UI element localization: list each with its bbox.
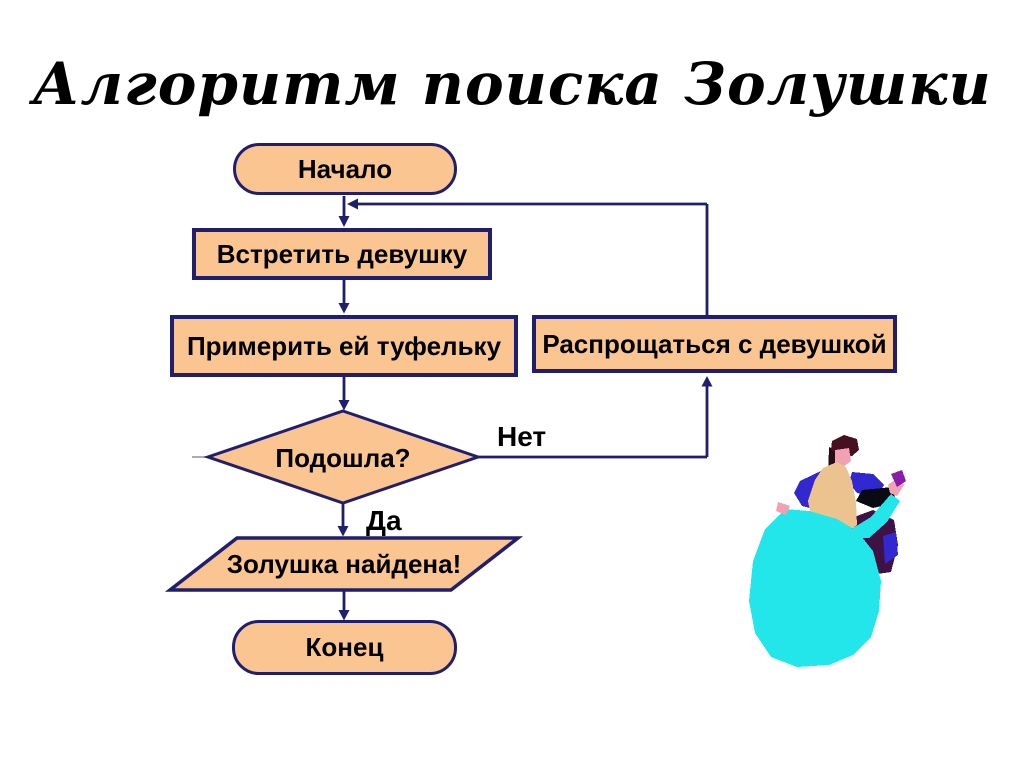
edge-decision-yes (338, 503, 349, 537)
flow-node-meet-girl-label: Встретить девушку (216, 238, 468, 269)
dancer-coat-blue-patch (883, 532, 898, 564)
flow-node-start-label: Начало (297, 153, 393, 184)
edge-label-no: Нет (497, 421, 547, 452)
edge-try-to-decision (339, 377, 350, 411)
page-title: Алгоритм поиска Золушки (32, 50, 992, 118)
flow-node-end-label: Конец (305, 632, 384, 662)
edge-label-yes: Да (366, 505, 402, 536)
flow-node-say-goodbye-label: Распрощаться с девушкой (542, 328, 887, 359)
flow-node-end (232, 620, 457, 675)
edge-start-to-meet (339, 196, 350, 227)
flow-node-decision-label: Подошла? (275, 443, 411, 473)
edge-meet-to-try (339, 280, 350, 314)
flow-node-try-slipper (170, 315, 518, 377)
flow-node-start (233, 143, 457, 195)
edge-found-to-end (339, 590, 350, 621)
flow-node-found-label: Золушка найдена! (226, 549, 462, 579)
flow-node-try-slipper-label: Примерить ей туфельку (186, 330, 502, 361)
flow-node-say-goodbye (532, 315, 897, 373)
flow-node-meet-girl (192, 228, 492, 280)
dancing-cinderella-image (745, 433, 910, 673)
